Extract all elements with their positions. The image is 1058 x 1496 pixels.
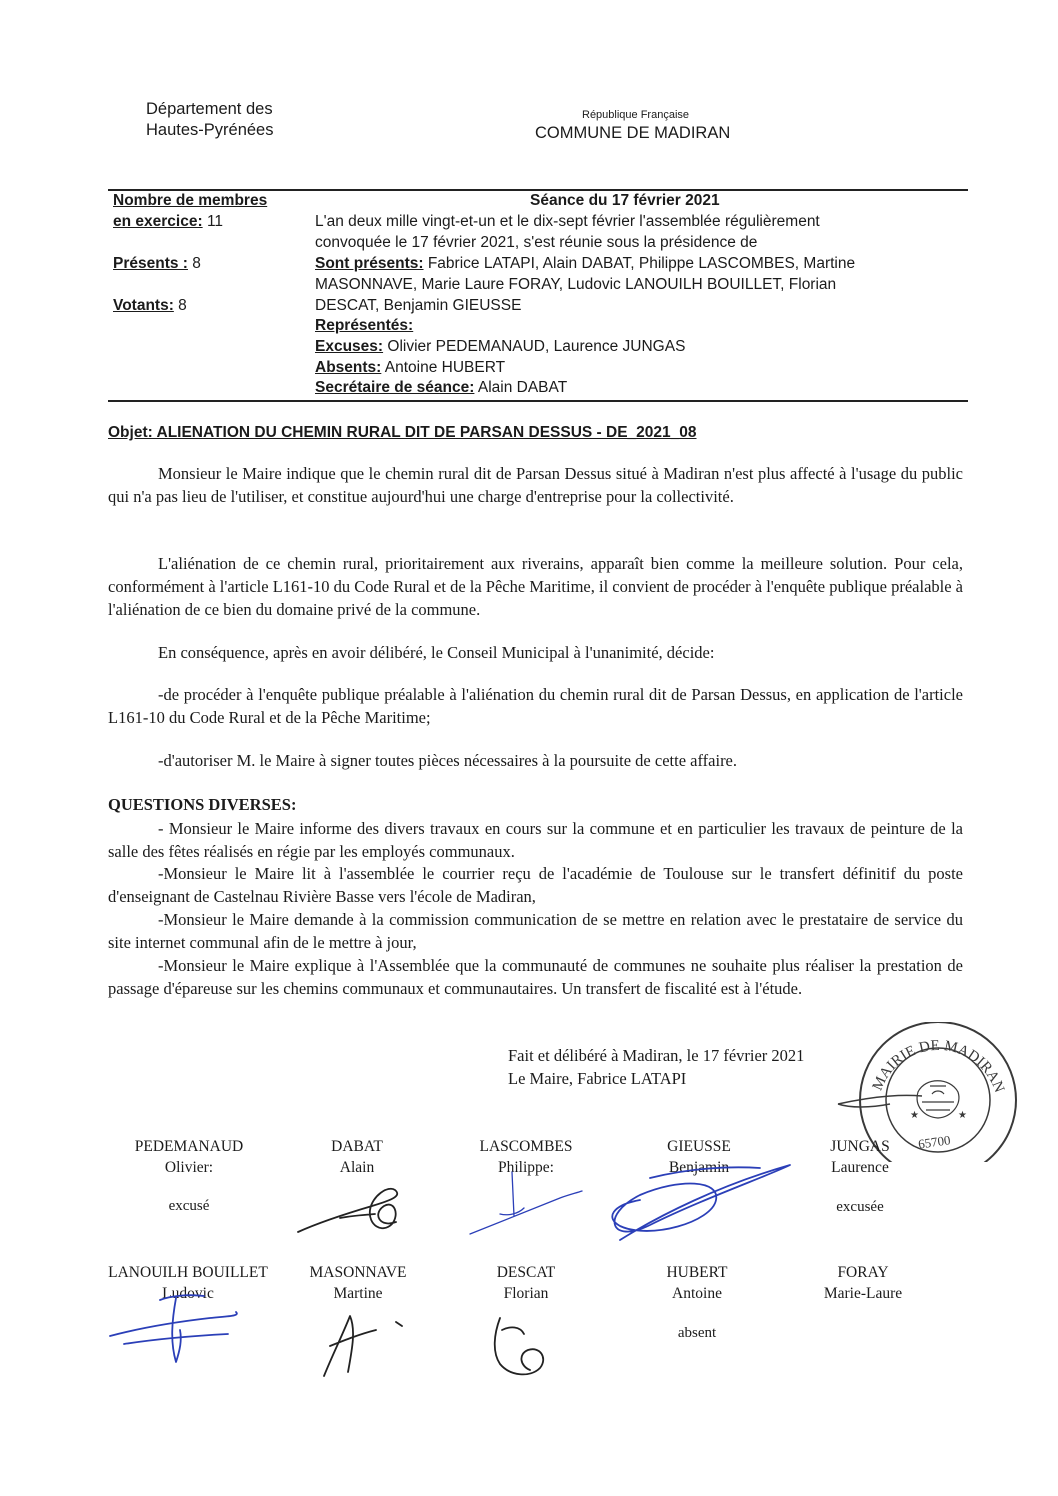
- signatory-hubert: HUBERT Antoine: [666, 1264, 728, 1302]
- members-label: Nombre de membres: [113, 192, 268, 209]
- excuses-label: Excuses:: [315, 338, 384, 355]
- paragraph-1: Monsieur le Maire indique que le chemin rural dit de Parsan Dessus situé à Madiran n'est plus affecté à l'usage du public qui n'a pas lieu de l'utiliser, et constitue aujourd'hui une charge d'entreprise pour la collectivité.: [108, 464, 963, 506]
- svg-text:★: ★: [910, 1110, 919, 1121]
- objet-heading: Objet: ALIENATION DU CHEMIN RURAL DIT DE PARSAN DESSUS - DE_2021_08: [108, 424, 697, 441]
- question-3: -Monsieur le Maire demande à la commission communication de se mettre en relation avec le prestataire de service du site internet communal afin de le mettre à jour,: [108, 910, 963, 952]
- votants-label: Votants:: [113, 297, 174, 314]
- sont-presents-label: Sont présents:: [315, 255, 424, 272]
- signatory-descat: DESCAT Florian: [496, 1264, 556, 1302]
- signature-lascombes: [470, 1172, 582, 1234]
- paragraph-5: -d'autoriser M. le Maire à signer toutes pièces nécessaires à la poursuite de cette affaire.: [158, 751, 738, 770]
- signatory-pedemanaud: PEDEMANAUD Olivier:: [134, 1138, 244, 1176]
- paragraph-4: -de procéder à l'enquête publique préalable à l'aliénation du chemin rural dit de Parsan Dessus, en application de l'article L161-10 du Code Rural et de la Pêche Maritime;: [108, 685, 963, 727]
- exercice-count: 11: [206, 213, 224, 230]
- commune-title: COMMUNE DE MADIRAN: [535, 124, 731, 142]
- stamp-postcode: 65700: [917, 1132, 952, 1152]
- signatory-jungas-note: excusée: [836, 1199, 884, 1215]
- signatory-jungas: JUNGAS Laurence: [830, 1138, 890, 1176]
- seance-intro1: L'an deux mille vingt-et-un et le dix-sept février l'assemblée régulièrement: [315, 213, 820, 230]
- seance-intro2: convoquée le 17 février 2021, s'est réunie sous la présidence de: [315, 234, 758, 251]
- signatory-hubert-note: absent: [677, 1325, 717, 1341]
- presents-label: Présents :: [113, 255, 188, 272]
- republic-label: République Française: [582, 109, 690, 121]
- signatory-lanouilh-bouillet: LANOUILH BOUILLET Ludovic: [108, 1264, 268, 1302]
- question-2: -Monsieur le Maire lit à l'assemblée le courrier reçu de l'académie de Toulouse sur le transfert définitif du poste d'enseignant de Castelnau Rivière Basse vers l'école de Madiran,: [108, 864, 963, 906]
- excuses-value: Olivier PEDEMANAUD, Laurence JUNGAS: [387, 338, 686, 355]
- absents-value: Antoine HUBERT: [384, 359, 506, 376]
- department-line2: Hautes-Pyrénées: [146, 121, 274, 139]
- signature-descat: [495, 1318, 543, 1374]
- representes-label: Représentés:: [315, 317, 414, 334]
- questions-title: QUESTIONS DIVERSES:: [108, 795, 297, 814]
- question-1: - Monsieur le Maire informe des divers travaux en cours sur la commune et en particulier les travaux de peinture de la salle des fêtes réalisés en régie par les employés communaux.: [108, 819, 963, 861]
- presents-line2: MASONNAVE, Marie Laure FORAY, Ludovic LANOUILH BOUILLET, Florian: [315, 276, 837, 293]
- question-4: -Monsieur le Maire explique à l'Assemblée que la communauté de communes ne souhaite plus réaliser la prestation de passage d'épareuse sur les chemins communaux et communautaires. Un transfert de fiscalité est à l'étude.: [108, 956, 963, 998]
- svg-text:★: ★: [958, 1110, 967, 1121]
- signature-gieusse: [612, 1165, 790, 1240]
- paragraph-2: L'aliénation de ce chemin rural, prioritairement aux riverains, apparaît bien comme la meilleure solution. Pour cela, conformément à l'article L161-10 du Code Rural et de la Pêche Maritime, il convient de procéder à l'enquête publique préalable à l'aliénation de ce bien du domaine privé de la commune.: [108, 554, 963, 619]
- presents-names1: Fabrice LATAPI, Alain DABAT, Philippe LASCOMBES, Martine: [427, 255, 856, 272]
- presents-count: 8: [192, 255, 201, 272]
- signatory-dabat: DABAT Alain: [331, 1138, 383, 1176]
- signatory-masonnave: MASONNAVE Martine: [309, 1264, 407, 1302]
- presents-line3: DESCAT, Benjamin GIEUSSE: [315, 297, 522, 314]
- signature-masonnave: [324, 1316, 402, 1376]
- secretaire-label: Secrétaire de séance:: [315, 379, 475, 396]
- exercice-label: en exercice:: [113, 213, 203, 230]
- closing-place-date: Fait et délibéré à Madiran, le 17 février 2021: [508, 1046, 805, 1065]
- signature-lanouilh-bouillet: [110, 1295, 237, 1362]
- signatory-pedemanaud-note: excusé: [168, 1198, 210, 1214]
- seance-title: Séance du 17 février 2021: [530, 192, 720, 209]
- signatory-lascombes: LASCOMBES Philippe:: [479, 1138, 573, 1176]
- closing-mayor: Le Maire, Fabrice LATAPI: [508, 1069, 687, 1088]
- paragraph-3: En conséquence, après en avoir délibéré, le Conseil Municipal à l'unanimité, décide:: [158, 643, 715, 662]
- signature-dabat: [298, 1189, 397, 1232]
- signatory-gieusse: GIEUSSE Benjamin: [667, 1138, 731, 1176]
- stamp-ring-text: MAIRIE DE MADIRAN: [869, 1037, 1008, 1095]
- department-line1: Département des: [146, 100, 273, 118]
- absents-label: Absents:: [315, 359, 382, 376]
- signatory-foray: FORAY Marie-Laure: [823, 1264, 903, 1302]
- secretaire-value: Alain DABAT: [477, 379, 568, 396]
- votants-count: 8: [178, 297, 187, 314]
